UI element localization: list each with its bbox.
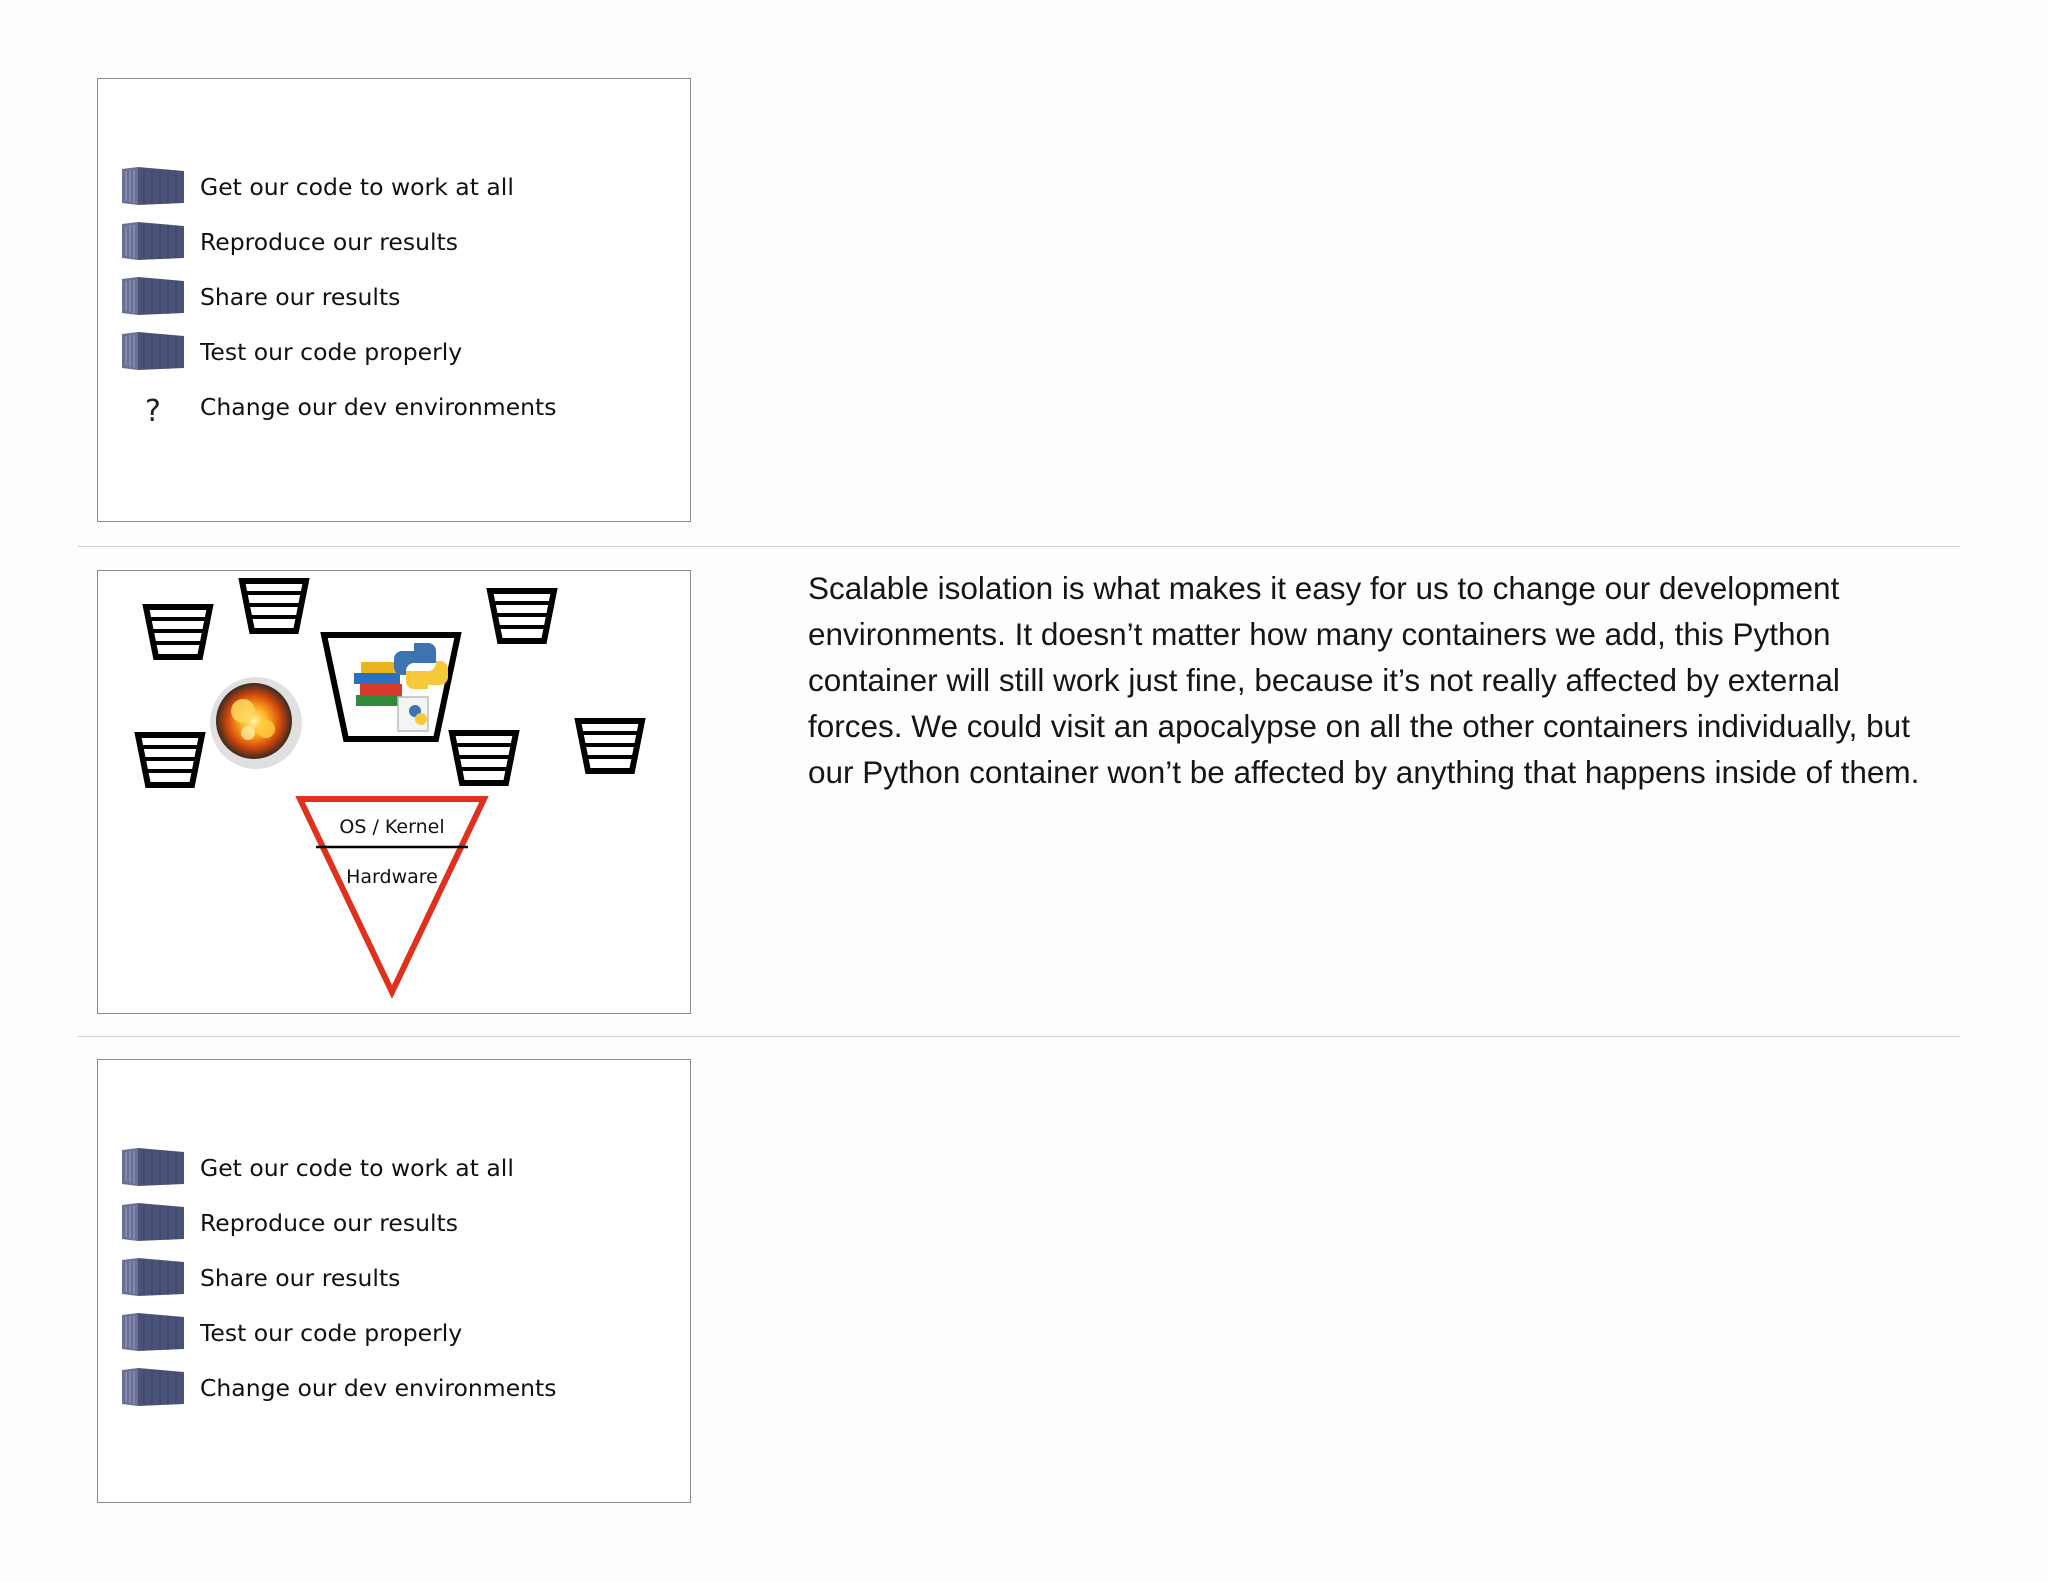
shipping-container-icon (120, 1256, 186, 1300)
bullet-item (120, 1140, 557, 1195)
divider (78, 546, 1960, 547)
slide-3 (97, 1059, 691, 1503)
shipping-container-icon (120, 1311, 186, 1355)
container-bin-icon (452, 733, 516, 783)
isolation-diagram (98, 571, 689, 1012)
python-container (324, 635, 458, 739)
question-mark: ? (145, 394, 161, 429)
bullet-item (120, 214, 557, 269)
notes-paragraph: Scalable isolation is what makes it easy for us to change our development environments. It doesn’t matter how many containers we add, this Python container will still work just fine, because it’s not really affected by external forces. We could visit an apocalypse on all the other containers individually, but our Python container won’t be affected by anything that happens inside of them. (808, 570, 1920, 790)
shipping-container-icon (120, 1201, 186, 1245)
bullet-text: Change our dev environments (200, 392, 557, 421)
bullet-text: Reproduce our results (200, 1208, 458, 1237)
python-file-icon (398, 697, 428, 731)
divider (78, 1036, 1960, 1037)
bullet-text: Test our code properly (200, 1318, 463, 1347)
slide-1 (97, 78, 691, 522)
bullet-list (120, 1140, 557, 1415)
bullet-text: Share our results (200, 1263, 401, 1292)
container-bin-icon (138, 735, 202, 785)
bullet-text: Share our results (200, 282, 401, 311)
container-bin-icon (490, 591, 554, 641)
shipping-container-icon (120, 1146, 186, 1190)
bullet-text: Get our code to work at all (200, 172, 514, 201)
shipping-container-icon (120, 330, 186, 374)
bullet-list (120, 159, 557, 434)
container-bin-icon (578, 721, 642, 771)
bullet-text: Test our code properly (200, 337, 463, 366)
container-bin-icon (146, 607, 210, 657)
bullet-item (120, 1250, 557, 1305)
explosion-icon (210, 677, 302, 769)
shipping-container-icon (120, 275, 186, 319)
container-bin-icon (242, 581, 306, 631)
bullet-item (120, 1305, 557, 1360)
hardware-label: Hardware (346, 866, 438, 888)
speaker-notes (808, 565, 1938, 795)
os-hardware-triangle (300, 799, 484, 992)
shipping-container-icon (120, 165, 186, 209)
bullet-item (120, 379, 557, 434)
bullet-item (120, 1360, 557, 1415)
bullet-text: Reproduce our results (200, 227, 458, 256)
bullet-text: Change our dev environments (200, 1373, 557, 1402)
bullet-item (120, 324, 557, 379)
bullet-item (120, 159, 557, 214)
os-kernel-label: OS / Kernel (339, 816, 445, 838)
bullet-text: Get our code to work at all (200, 1153, 514, 1182)
shipping-container-icon (120, 220, 186, 264)
bullet-item (120, 1195, 557, 1250)
bullet-item (120, 269, 557, 324)
shipping-container-icon (120, 1366, 186, 1410)
slide-2 (97, 570, 691, 1014)
